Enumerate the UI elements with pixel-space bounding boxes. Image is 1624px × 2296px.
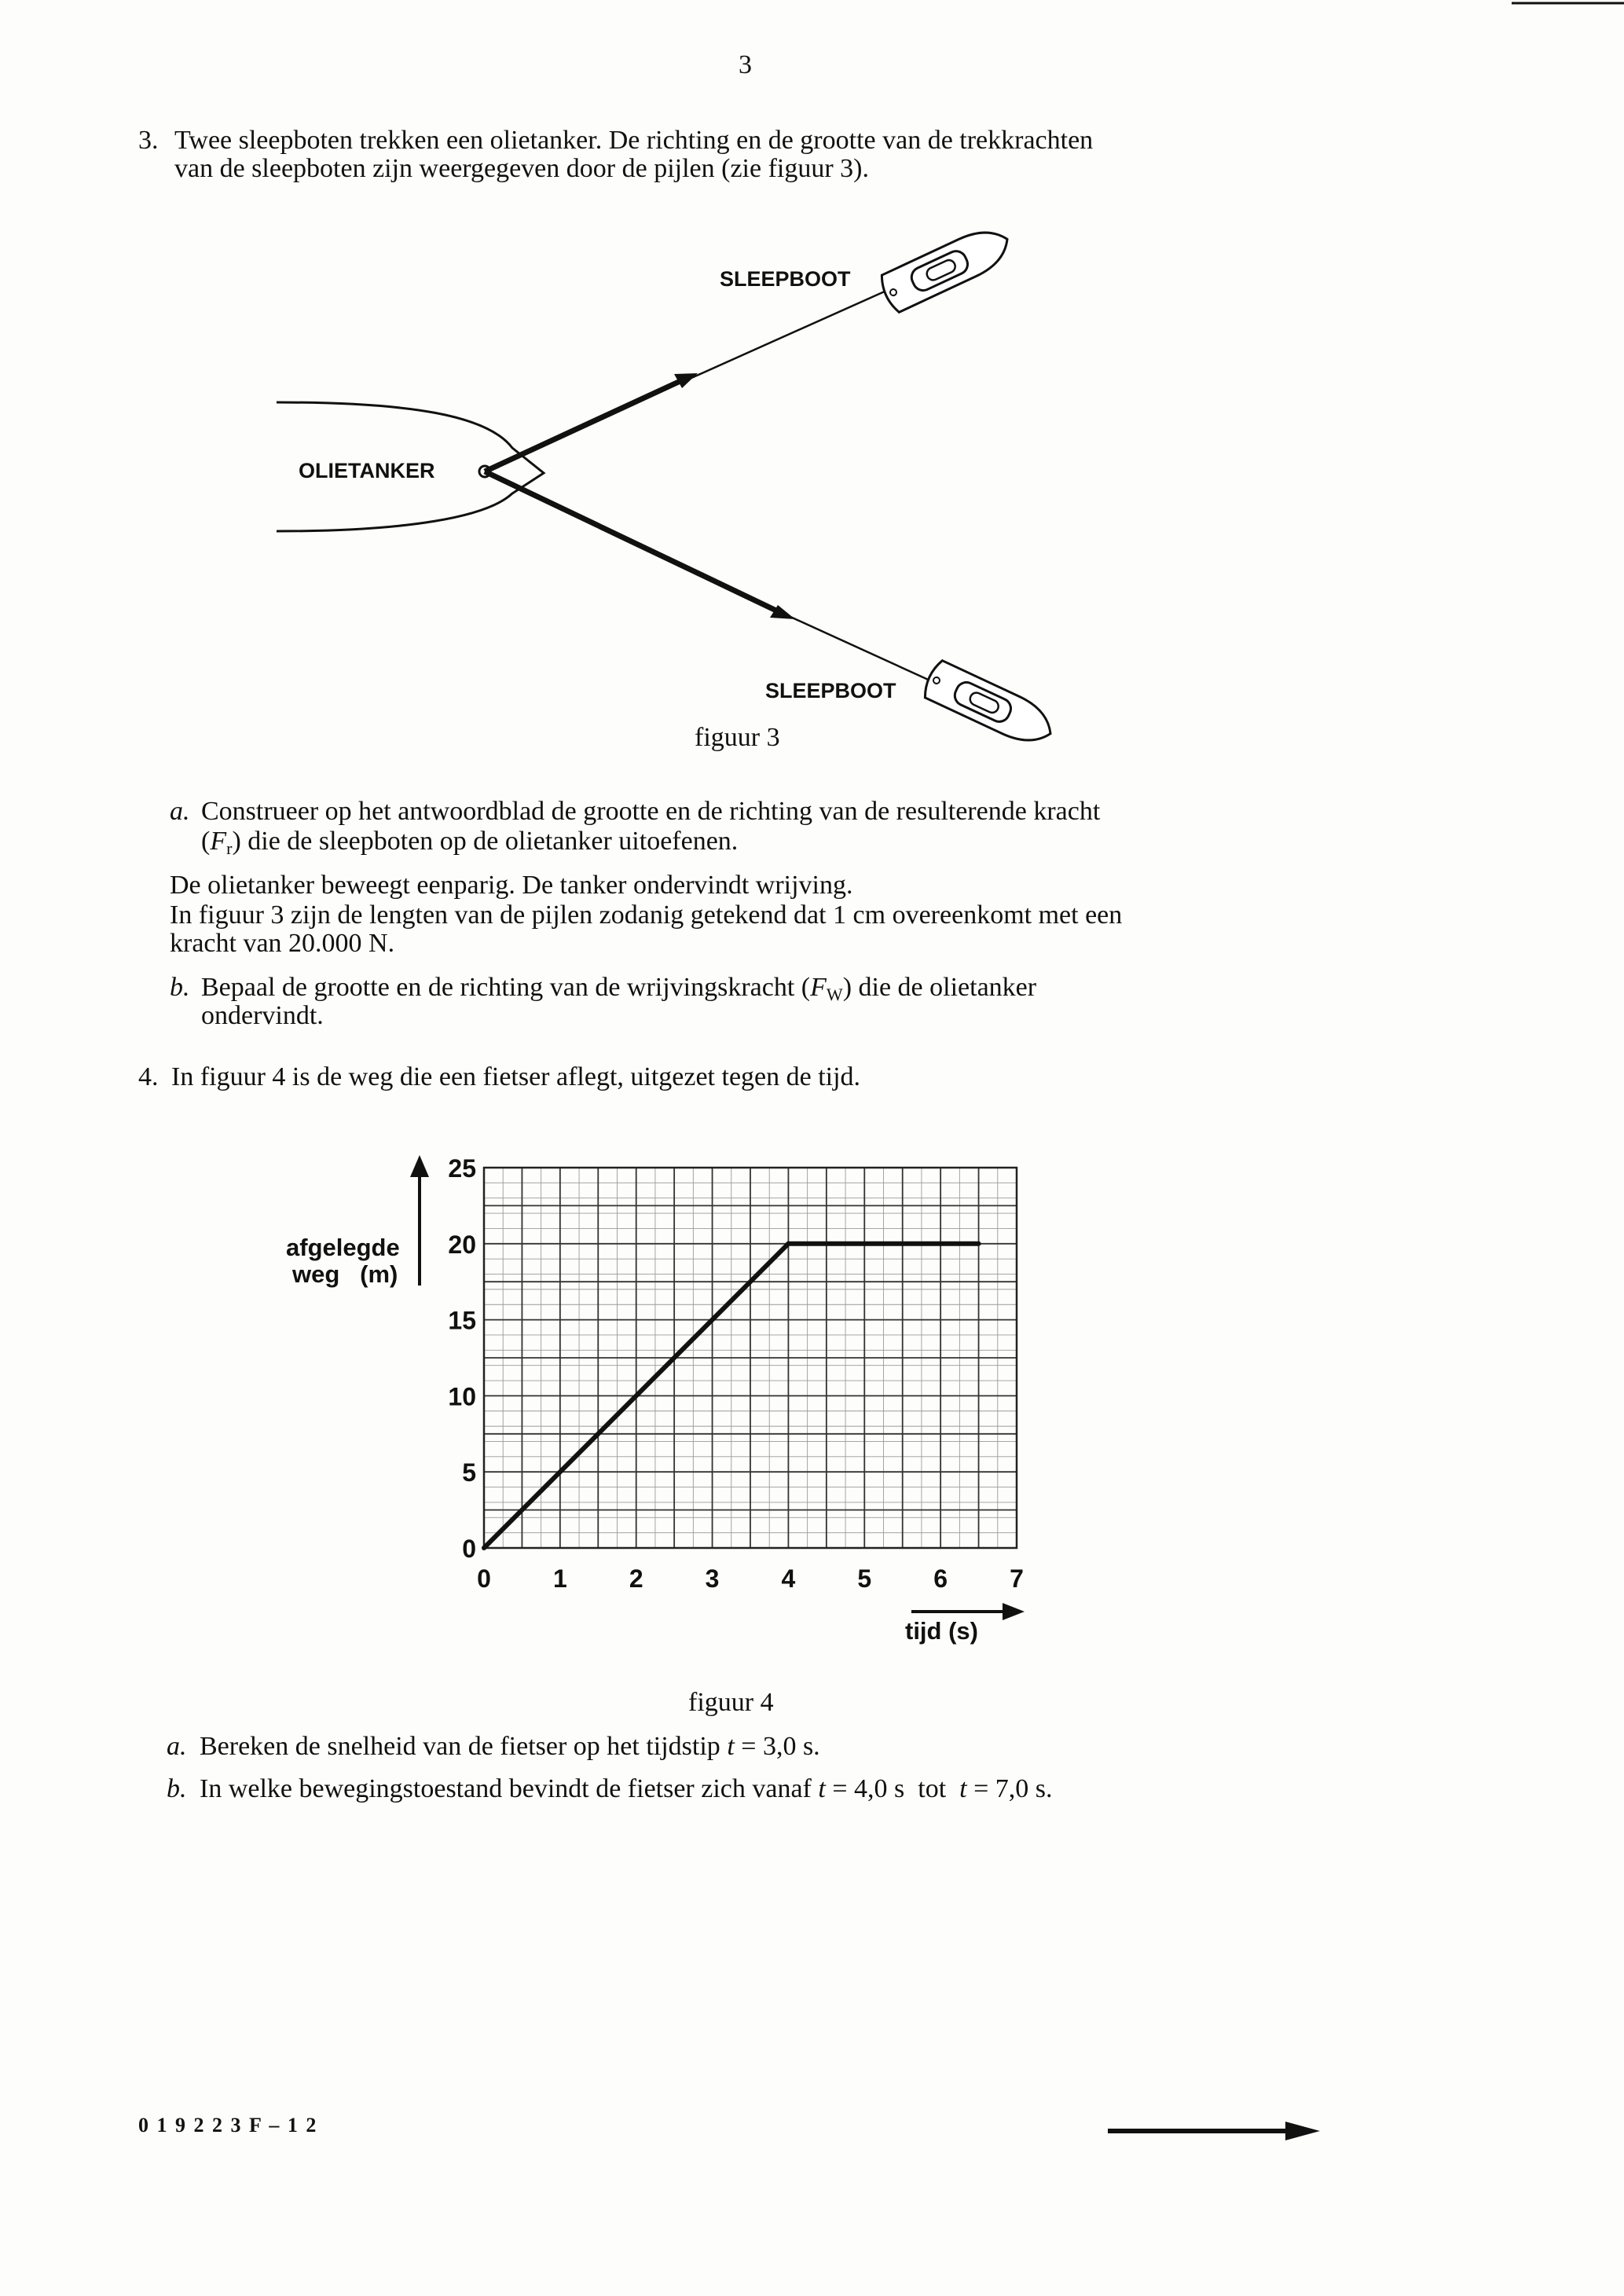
y-tick-label: 25 xyxy=(448,1154,476,1183)
label-olietanker: OLIETANKER xyxy=(299,459,435,482)
q3-text-line1: Twee sleepboten trekken een olietanker. De richting en de grootte van de trekkrachten xyxy=(174,126,1094,155)
y-tick-label: 20 xyxy=(448,1230,476,1259)
y-tick-label: 5 xyxy=(462,1458,476,1487)
q3-text-line2: van de sleepboten zijn weergegeven door de pijlen (zie figuur 3). xyxy=(174,154,869,183)
q3-info-line1: De olietanker beweegt eenparig. De tanker ondervindt wrijving. xyxy=(170,871,853,900)
y-tick-label: 10 xyxy=(448,1382,476,1411)
label-sleepboot-top: SLEEPBOOT xyxy=(720,267,851,291)
data-point xyxy=(482,1546,486,1550)
q4b-line: In welke bewegingstoestand bevindt de fietser zich vanaf t = 4,0 s tot t = 7,0 s. xyxy=(200,1774,1053,1803)
x-tick-label: 3 xyxy=(705,1564,720,1593)
y-tick-label: 0 xyxy=(462,1535,476,1563)
y-axis-label-line2: weg (m) xyxy=(292,1260,398,1288)
figure-3-caption: figuur 3 xyxy=(695,723,780,752)
x-tick-label: 1 xyxy=(552,1564,567,1593)
y-axis-label-line1: afgelegde xyxy=(286,1234,400,1261)
y-axis-arrow-head xyxy=(410,1155,429,1177)
q3b-line2: ondervindt. xyxy=(201,1001,324,1030)
page-number: 3 xyxy=(739,50,752,79)
q4a-line: Bereken de snelheid van de fietser op het tijdstip t = 3,0 s. xyxy=(200,1732,820,1761)
q4-number: 4. xyxy=(138,1062,159,1091)
q3b-letter: b. xyxy=(170,973,190,1002)
x-tick-label: 2 xyxy=(629,1564,643,1593)
x-tick-label: 7 xyxy=(1010,1564,1024,1593)
q3-number: 3. xyxy=(138,126,159,155)
q3a-letter: a. xyxy=(170,797,190,826)
x-tick-label: 0 xyxy=(477,1564,491,1593)
data-point xyxy=(786,1242,790,1246)
footer-code: 0 1 9 2 2 3 F – 1 2 xyxy=(138,2114,318,2136)
q3-info-line2: In figuur 3 zijn de lengten van de pijlen zodanig getekend dat 1 cm overeenkomt met een xyxy=(170,900,1123,930)
q4b-letter: b. xyxy=(167,1774,187,1803)
x-tick-label: 5 xyxy=(857,1564,872,1593)
y-tick-label: 15 xyxy=(448,1306,476,1335)
q3a-line2: $(F_r)$ die de sleepboten op de olietanker uitoefenen. xyxy=(201,827,739,858)
x-axis-label: tijd (s) xyxy=(905,1617,978,1645)
x-tick-label: 4 xyxy=(781,1564,796,1593)
label-sleepboot-bottom: SLEEPBOOT xyxy=(765,679,896,702)
q3-info-line3: kracht van 20.000 N. xyxy=(170,929,395,958)
x-tick-label: 6 xyxy=(933,1564,948,1593)
x-axis-arrow-head xyxy=(1003,1603,1025,1620)
q4a-letter: a. xyxy=(167,1732,187,1761)
q3a-line1: Construeer op het antwoordblad de grootte en de richting van de resulterende kracht xyxy=(201,797,1101,826)
q3b-line1: Bepaal de grootte en de richting van de wrijvingskracht $(F_W)$ die de olietanker xyxy=(201,973,1037,1004)
figure-4-caption: figuur 4 xyxy=(688,1688,774,1717)
data-point xyxy=(977,1242,981,1246)
q4-text-line1: In figuur 4 is de weg die een fietser aflegt, uitgezet tegen de tijd. xyxy=(171,1062,861,1091)
